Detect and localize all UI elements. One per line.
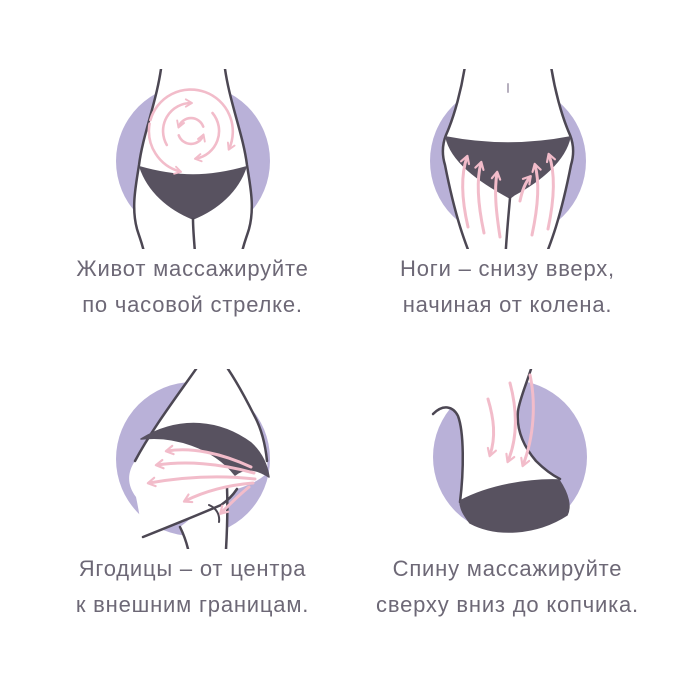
card-back	[350, 369, 665, 623]
card-buttocks	[35, 369, 350, 623]
buttocks-outward-massage-illustration	[103, 369, 283, 549]
caption-line: Ноги – снизу вверх,	[400, 256, 615, 281]
legs-upward-massage-illustration	[418, 69, 598, 249]
caption-line: Спину массажируйте	[392, 556, 623, 581]
card-back-caption	[376, 551, 639, 623]
back-downward-massage-illustration	[418, 369, 598, 549]
caption-line: Ягодицы – от центра	[78, 556, 307, 581]
card-legs-caption	[400, 251, 615, 323]
card-belly	[35, 69, 350, 323]
caption-line: начиная от колена.	[402, 292, 613, 317]
caption-line: по часовой стрелке.	[82, 292, 303, 317]
caption-line: к внешним границам.	[75, 592, 310, 617]
caption-line: Живот массажируйте	[76, 256, 309, 281]
caption-line: сверху вниз до копчика.	[376, 592, 639, 617]
card-belly-caption	[76, 251, 308, 323]
belly-clockwise-massage-illustration	[103, 69, 283, 249]
card-legs	[350, 69, 665, 323]
card-buttocks-caption	[76, 551, 309, 623]
